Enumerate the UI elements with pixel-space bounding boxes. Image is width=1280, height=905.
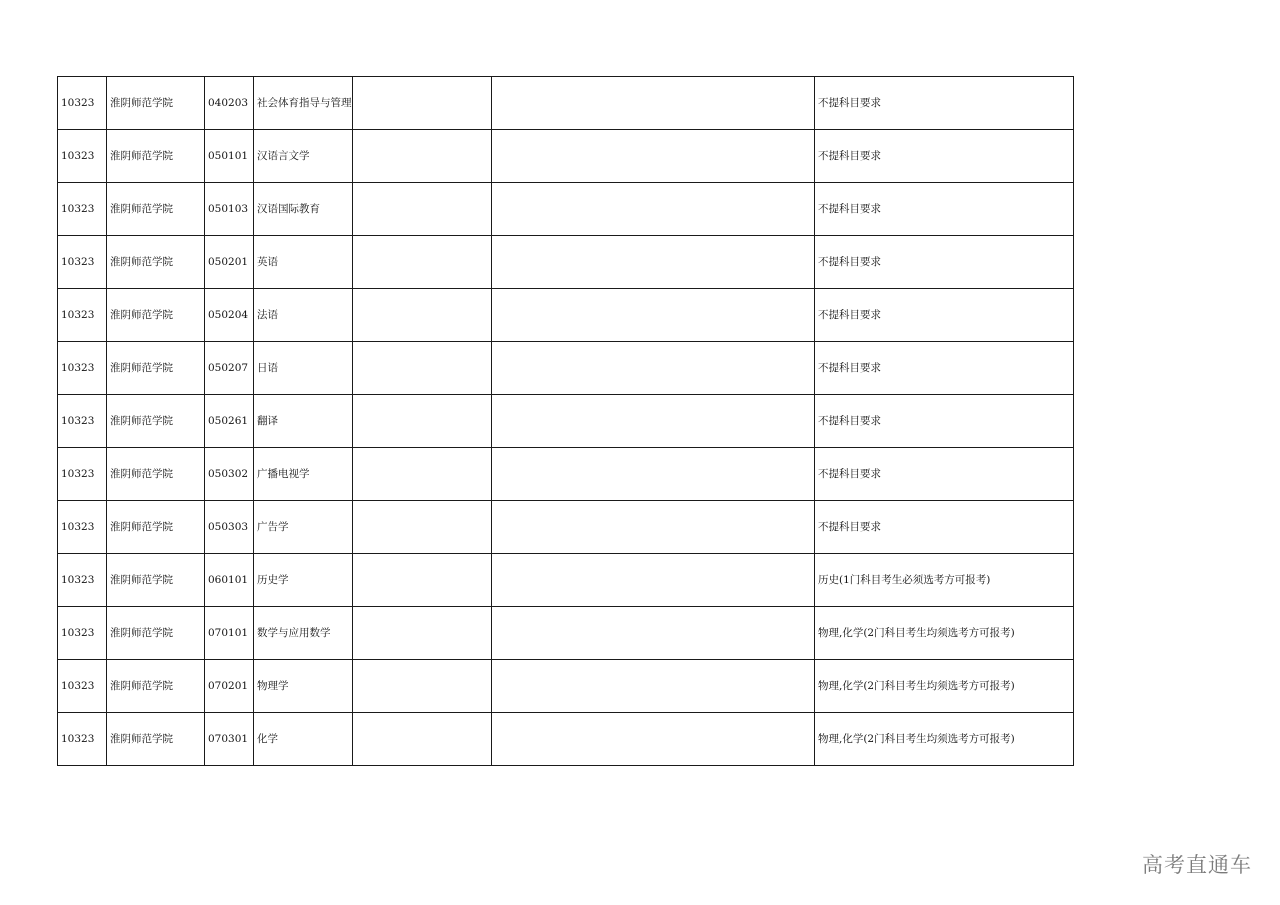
- table-row: [58, 607, 1074, 660]
- school-name-cell: 淮阴师范学院: [107, 342, 205, 395]
- empty-cell-6: [492, 236, 815, 289]
- table-row: [58, 130, 1074, 183]
- school-code-cell: 10323: [58, 183, 107, 236]
- school-name-cell: 淮阴师范学院: [107, 554, 205, 607]
- major-code-cell: 070201: [205, 660, 254, 713]
- empty-cell-6: [492, 183, 815, 236]
- major-code-cell: 040203: [205, 77, 254, 130]
- major-code-cell: 050303: [205, 501, 254, 554]
- empty-cell-6: [492, 501, 815, 554]
- subject-requirement-cell: 物理,化学(2门科目考生均须选考方可报考): [815, 660, 1074, 713]
- school-code-cell: 10323: [58, 342, 107, 395]
- school-code-cell: 10323: [58, 448, 107, 501]
- school-code-cell: 10323: [58, 554, 107, 607]
- school-code-cell: 10323: [58, 501, 107, 554]
- school-name-cell: 淮阴师范学院: [107, 183, 205, 236]
- table-row: [58, 395, 1074, 448]
- subject-requirement-cell: 不提科目要求: [815, 183, 1074, 236]
- subject-requirement-cell: 不提科目要求: [815, 130, 1074, 183]
- empty-cell-6: [492, 448, 815, 501]
- school-name-cell: 淮阴师范学院: [107, 448, 205, 501]
- major-name-cell: 社会体育指导与管理: [254, 77, 353, 130]
- empty-cell-5: [353, 713, 492, 766]
- major-name-cell: 汉语言文学: [254, 130, 353, 183]
- table-row: [58, 448, 1074, 501]
- table-body: [58, 77, 1074, 766]
- major-name-cell: 法语: [254, 289, 353, 342]
- school-name-cell: 淮阴师范学院: [107, 660, 205, 713]
- school-code-cell: 10323: [58, 289, 107, 342]
- major-name-cell: 广播电视学: [254, 448, 353, 501]
- empty-cell-6: [492, 130, 815, 183]
- empty-cell-6: [492, 554, 815, 607]
- empty-cell-6: [492, 607, 815, 660]
- empty-cell-5: [353, 448, 492, 501]
- empty-cell-6: [492, 289, 815, 342]
- major-name-cell: 数学与应用数学: [254, 607, 353, 660]
- school-code-cell: 10323: [58, 130, 107, 183]
- subject-requirement-cell: 不提科目要求: [815, 501, 1074, 554]
- major-code-cell: 050261: [205, 395, 254, 448]
- empty-cell-5: [353, 501, 492, 554]
- empty-cell-5: [353, 130, 492, 183]
- table-row: [58, 183, 1074, 236]
- empty-cell-5: [353, 554, 492, 607]
- empty-cell-5: [353, 289, 492, 342]
- table-row: [58, 501, 1074, 554]
- table-row: [58, 713, 1074, 766]
- major-code-cell: 050207: [205, 342, 254, 395]
- empty-cell-5: [353, 77, 492, 130]
- major-name-cell: 日语: [254, 342, 353, 395]
- empty-cell-5: [353, 660, 492, 713]
- major-code-cell: 050101: [205, 130, 254, 183]
- empty-cell-6: [492, 77, 815, 130]
- empty-cell-5: [353, 183, 492, 236]
- major-name-cell: 化学: [254, 713, 353, 766]
- major-name-cell: 物理学: [254, 660, 353, 713]
- major-name-cell: 英语: [254, 236, 353, 289]
- school-name-cell: 淮阴师范学院: [107, 236, 205, 289]
- school-code-cell: 10323: [58, 660, 107, 713]
- subject-requirements-table: [57, 76, 1074, 766]
- major-name-cell: 广告学: [254, 501, 353, 554]
- empty-cell-6: [492, 342, 815, 395]
- table-row: [58, 77, 1074, 130]
- subject-requirement-cell: 历史(1门科目考生必须选考方可报考): [815, 554, 1074, 607]
- major-name-cell: 汉语国际教育: [254, 183, 353, 236]
- empty-cell-5: [353, 395, 492, 448]
- empty-cell-5: [353, 607, 492, 660]
- table-row: [58, 236, 1074, 289]
- school-code-cell: 10323: [58, 395, 107, 448]
- school-name-cell: 淮阴师范学院: [107, 501, 205, 554]
- major-code-cell: 050103: [205, 183, 254, 236]
- empty-cell-6: [492, 395, 815, 448]
- table-row: [58, 660, 1074, 713]
- empty-cell-6: [492, 660, 815, 713]
- table-row: [58, 342, 1074, 395]
- major-code-cell: 050302: [205, 448, 254, 501]
- table-row: [58, 289, 1074, 342]
- subject-requirement-cell: 不提科目要求: [815, 448, 1074, 501]
- major-code-cell: 050204: [205, 289, 254, 342]
- watermark-text: 高考直通车: [1142, 853, 1252, 877]
- subject-requirement-cell: 物理,化学(2门科目考生均须选考方可报考): [815, 607, 1074, 660]
- school-name-cell: 淮阴师范学院: [107, 395, 205, 448]
- empty-cell-5: [353, 236, 492, 289]
- school-code-cell: 10323: [58, 713, 107, 766]
- major-code-cell: 070101: [205, 607, 254, 660]
- table-row: [58, 554, 1074, 607]
- major-name-cell: 翻译: [254, 395, 353, 448]
- subject-requirement-cell: 不提科目要求: [815, 236, 1074, 289]
- subject-requirement-cell: 不提科目要求: [815, 342, 1074, 395]
- major-name-cell: 历史学: [254, 554, 353, 607]
- school-code-cell: 10323: [58, 236, 107, 289]
- subject-requirement-cell: 不提科目要求: [815, 289, 1074, 342]
- subject-requirement-cell: 物理,化学(2门科目考生均须选考方可报考): [815, 713, 1074, 766]
- school-name-cell: 淮阴师范学院: [107, 130, 205, 183]
- school-code-cell: 10323: [58, 607, 107, 660]
- major-code-cell: 060101: [205, 554, 254, 607]
- subject-requirement-cell: 不提科目要求: [815, 395, 1074, 448]
- major-code-cell: 070301: [205, 713, 254, 766]
- empty-cell-5: [353, 342, 492, 395]
- school-name-cell: 淮阴师范学院: [107, 607, 205, 660]
- school-name-cell: 淮阴师范学院: [107, 77, 205, 130]
- subject-requirement-cell: 不提科目要求: [815, 77, 1074, 130]
- school-code-cell: 10323: [58, 77, 107, 130]
- major-code-cell: 050201: [205, 236, 254, 289]
- school-name-cell: 淮阴师范学院: [107, 289, 205, 342]
- empty-cell-6: [492, 713, 815, 766]
- school-name-cell: 淮阴师范学院: [107, 713, 205, 766]
